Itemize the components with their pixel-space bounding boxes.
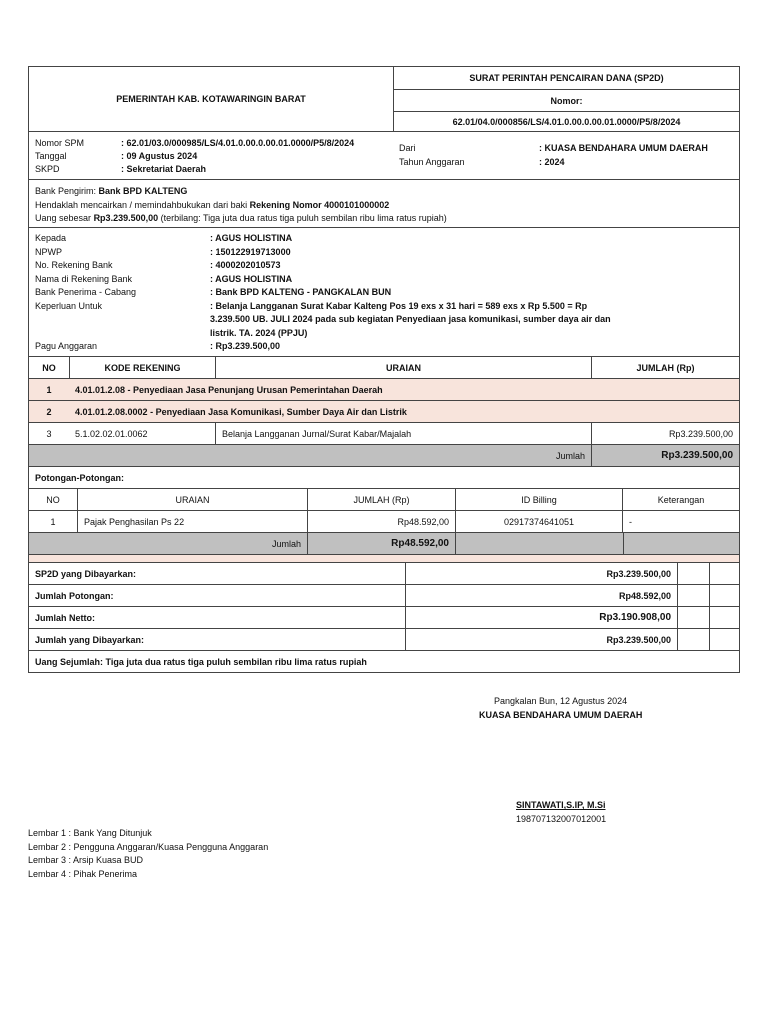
signature-place-date: Pangkalan Bun, 12 Agustus 2024 [494, 696, 628, 706]
info-row-nomor-spm: Nomor SPM : 62.01/03.0/000985/LS/4.01.0.00.0.00.01.0000/P5/8/2024 [35, 138, 355, 148]
pink-divider [28, 555, 740, 563]
rekening-detail-row: 3 5.1.02.02.01.0062 Belanja Langganan Jurnal/Surat Kabar/Majalah Rp3.239.500,00 [28, 423, 740, 445]
potongan-title-row [28, 467, 740, 489]
recipient-rekening: No. Rekening Bank : 4000202010573 [35, 260, 281, 270]
distribution-list [28, 827, 268, 881]
distribution-item: Lembar 1 : Bank Yang Ditunjuk [28, 828, 152, 838]
info-right [393, 132, 739, 179]
recipient-pagu: Pagu Anggaran : Rp3.239.500,00 [35, 341, 281, 351]
summary-row-potongan: Jumlah Potongan: Rp48.592,00 [28, 585, 740, 607]
summary-row-dibayarkan: Jumlah yang Dibayarkan: Rp3.239.500,00 [28, 629, 740, 651]
uang-sejumlah-row [28, 651, 740, 673]
summary-row-netto: Jumlah Netto: Rp3.190.908,00 [28, 607, 740, 629]
sp2d-document [28, 66, 740, 673]
rekening-total-row: Jumlah Rp3.239.500,00 [28, 445, 740, 467]
rekening-group-row-2: 2 4.01.01.2.08.0002 - Penyediaan Jasa Komunikasi, Sumber Daya Air dan Listrik [28, 401, 740, 423]
uang-sejumlah: Uang Sejumlah: Tiga juta dua ratus tiga puluh sembilan ribu lima ratus rupiah [35, 656, 367, 667]
bank-section [28, 180, 740, 228]
info-row-dari: Dari : KUASA BENDAHARA UMUM DAERAH [399, 143, 708, 153]
recipient-section [28, 228, 740, 357]
info-row-skpd: SKPD : Sekretariat Daerah [35, 164, 207, 174]
potongan-title: Potongan-Potongan: [35, 472, 124, 483]
rekening-table-header: NO KODE REKENING URAIAN JUMLAH (Rp) [28, 357, 740, 379]
recipient-bank-cabang: Bank Penerima - Cabang : Bank BPD KALTENG - PANGKALAN BUN [35, 287, 392, 297]
info-row-tanggal: Tanggal : 09 Agustus 2024 [35, 151, 198, 161]
distribution-item: Lembar 4 : Pihak Penerima [28, 868, 138, 879]
recipient-kepada: Kepada : AGUS HOLISTINA [35, 233, 293, 243]
bank-amount-line: Uang sebesar Rp3.239.500,00 (terbilang: Tiga juta dua ratus tiga puluh sembilan ribu lima ratus rupiah) [35, 213, 447, 223]
nomor-value: 62.01/04.0/000856/LS/4.01.0.00.0.00.01.0000/P5/8/2024 [394, 111, 739, 131]
signature-role: KUASA BENDAHARA UMUM DAERAH [479, 710, 643, 720]
recipient-nama-rekening: Nama di Rekening Bank : AGUS HOLISTINA [35, 273, 293, 284]
potongan-row: 1 Pajak Penghasilan Ps 22 Rp48.592,00 02917374641051 - [28, 511, 740, 533]
signature-nip: 198707132007012001 [516, 814, 607, 824]
info-left [29, 132, 393, 179]
rekening-group-row-1: 1 4.01.01.2.08 - Penyediaan Jasa Penunjang Urusan Pemerintahan Daerah [28, 379, 740, 401]
distribution-item: Lembar 3 : Arsip Kuasa BUD [28, 855, 144, 865]
info-section [28, 132, 740, 180]
document-title: SURAT PERINTAH PENCAIRAN DANA (SP2D) [469, 73, 664, 83]
summary-row-sp2d: SP2D yang Dibayarkan: Rp3.239.500,00 [28, 563, 740, 585]
distribution-item: Lembar 2 : Pengguna Anggaran/Kuasa Pengguna Anggaran [28, 841, 269, 852]
government-name: PEMERINTAH KAB. KOTAWARINGIN BARAT [116, 94, 306, 104]
recipient-keperluan: Keperluan Untuk : Belanja Langganan Surat Kabar Kalteng Pos 19 exs x 31 hari = 589 exs x Rp 5.500 = Rp 3.239.500 UB. JULI 2024 pada sub kegiatan Penyediaan jasa komunikasi, sumber daya air dan listrik. TA. 2024 (PPJU) [35, 300, 611, 338]
potongan-total-row: Jumlah Rp48.592,00 [28, 533, 740, 555]
bank-sender-line: Bank Pengirim: Bank BPD KALTENG [35, 186, 188, 196]
recipient-npwp: NPWP : 150122919713000 [35, 246, 291, 257]
header-section [28, 66, 740, 132]
info-row-tahun-anggaran: Tahun Anggaran : 2024 [399, 157, 565, 167]
potongan-table-header: NO URAIAN JUMLAH (Rp) ID Billing Keterangan [28, 489, 740, 511]
signature-name: SINTAWATI,S.IP, M.Si [516, 800, 606, 810]
nomor-label: Nomor: [394, 89, 739, 111]
bank-instruction-line: Hendaklah mencairkan / memindahbukukan dari baki Rekening Nomor 4000101000002 [35, 199, 390, 210]
